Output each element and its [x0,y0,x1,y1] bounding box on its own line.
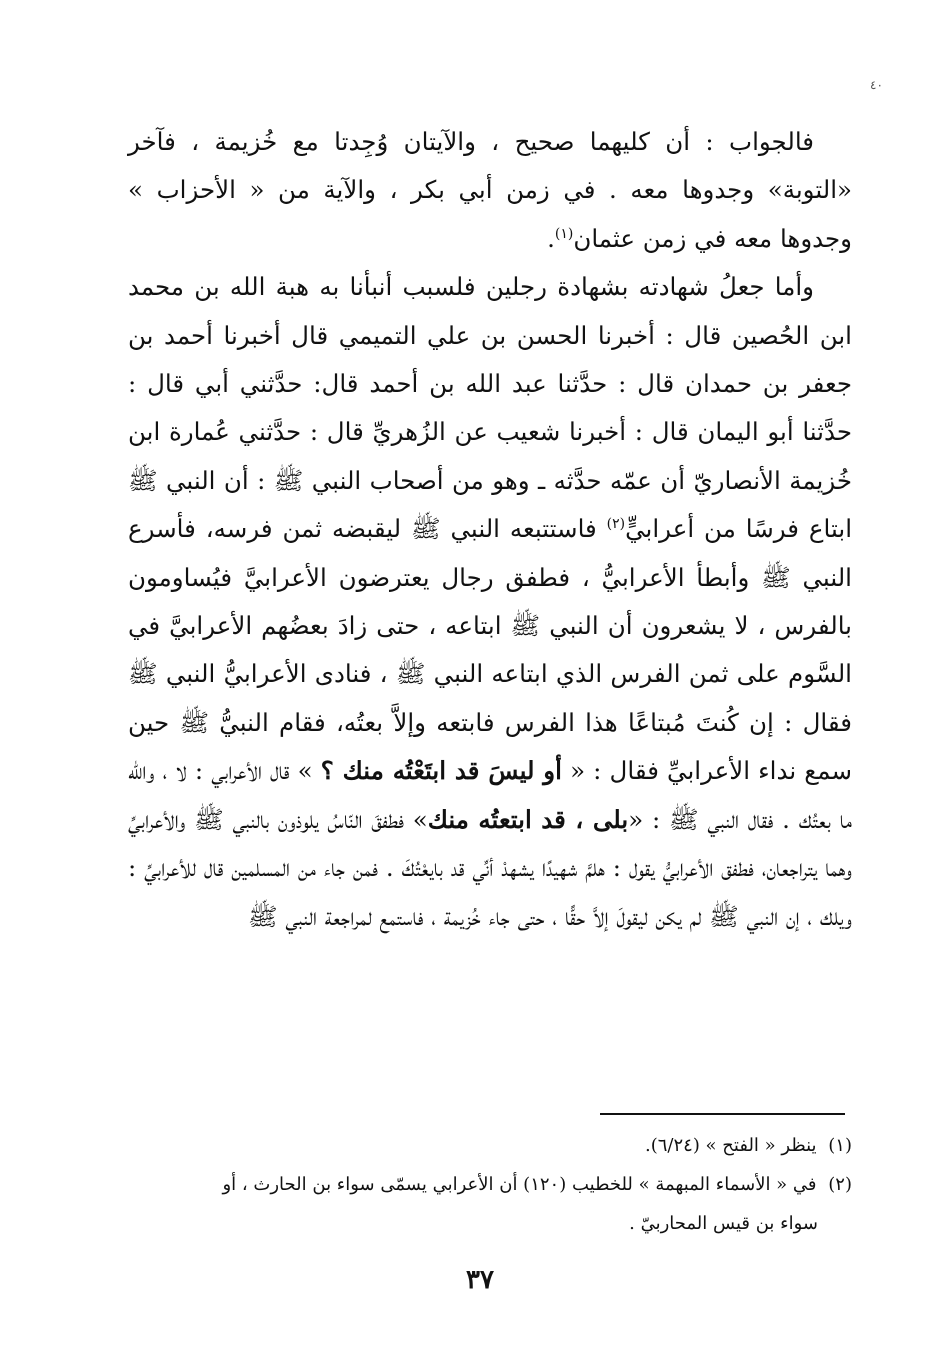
footnote-2-text: في « الأسماء المبهمة » للخطيب (١٢٠) أن الأعرابي يسمّى سواء بن الحارث ، أو [222,1174,817,1195]
page-number: ٣٧ [466,1265,494,1295]
footnote-2 [128,1165,852,1204]
p1-line-3: وجدوها معه في زمن عثمان [573,223,852,253]
footnotes [128,1126,852,1243]
footnote-2-continuation: سواء بن قيس المحاربيّ . [629,1213,818,1234]
p1-line-2: «التوبة» وجدوها معه . في زمن أبي بكر ، والآية من « الأحزاب » [128,175,852,205]
p2-bold-quote-1: أو ليسَ قد ابتَعْتُه منك ؟ [320,756,562,786]
paragraph-2 [128,263,852,941]
corner-mark: ٤٠ [870,78,883,92]
footnote-1-number: (١) [828,1135,852,1156]
footnote-2-number: (٢) [828,1174,852,1195]
p2-bold-quote-2: بلى ، قد ابتعتُه منك [427,804,629,834]
p2-part-d: » فطفقَ النّاسُ يلوذون بالنبي ﷺ والأعرابيِّ وهما يتراجعان، فطفق الأعرابيُّ يقول : هلمَّ شهيدًا يشهدْ أنِّي قد بايعْتُكَ . فمن جاء من المسلمين قال للأعرابيِّ : ويلك ، إن النبي ﷺ لم يكن ليقولَ إلاَّ حقًّا ، حتى جاء خُزيمة ، فاستمع لمراجعة النبي ﷺ [128,804,852,931]
footnote-divider [600,1113,845,1115]
p1-line-1: فالجواب : أن كليهما صحيح ، والآيتان وُجِدتا مع خُزيمة ، فآخر [128,127,814,156]
main-text [128,118,852,941]
footnote-1 [128,1126,852,1165]
p2-part-b: فاستتبعه النبي ﷺ ليقبضه ثمن فرسه، فأسرع النبي ﷺ وأبطأ الأعرابيُّ ، فطفق رجال يعترضون الأعرابيَّ فيُساومون بالفرس ، لا يشعرون أن النبي ﷺ ابتاعه ، حتى زادَ بعضُهم الأعرابيَّ في السَّوم على ثمن الفرس الذي ابتاعه النبي ﷺ ، فنادى الأعرابيُّ النبي ﷺ فقال : إن كُنتَ مُبتاعًا هذا الفرس فابتعه وإلاَّ بعتُه، فقام النبيُّ ﷺ حين سمع نداء الأعرابيِّ فقال : « [128,514,852,786]
p2-part-c: » قال الأعرابي : لا ، والله ما بعتُك . فقال النبي ﷺ : « [128,756,852,834]
footnote-ref-1[interactable]: (١) [554,225,574,242]
p1-end: . [547,223,555,253]
p2-part-a: وأما جعلُ شهادته بشهادة رجلين فلسبب أنبأنا به هبة الله بن محمد ابن الحُصين قال : أخبرنا الحسن بن علي التميمي قال أخبرنا أحمد بن جعفر بن حمدان قال : حدَّثنا عبد الله بن أحمد قال: حدَّثني أبي قال : حدَّثنا أبو اليمان قال : أخبرنا شعيب عن الزُهريِّ قال : حدَّثني عُمارة ابن خُزيمة الأنصاريّ أن عمّه حدَّثه ـ وهو من أصحاب النبي ﷺ : أن النبي ﷺ ابتاع فرسًا من أعرابيٍّ [128,272,852,544]
footnote-ref-2[interactable]: (٢) [606,516,626,533]
paragraph-1 [128,118,852,263]
footnote-1-text: ينظر « الفتح » (٦/٢٤). [644,1135,817,1156]
